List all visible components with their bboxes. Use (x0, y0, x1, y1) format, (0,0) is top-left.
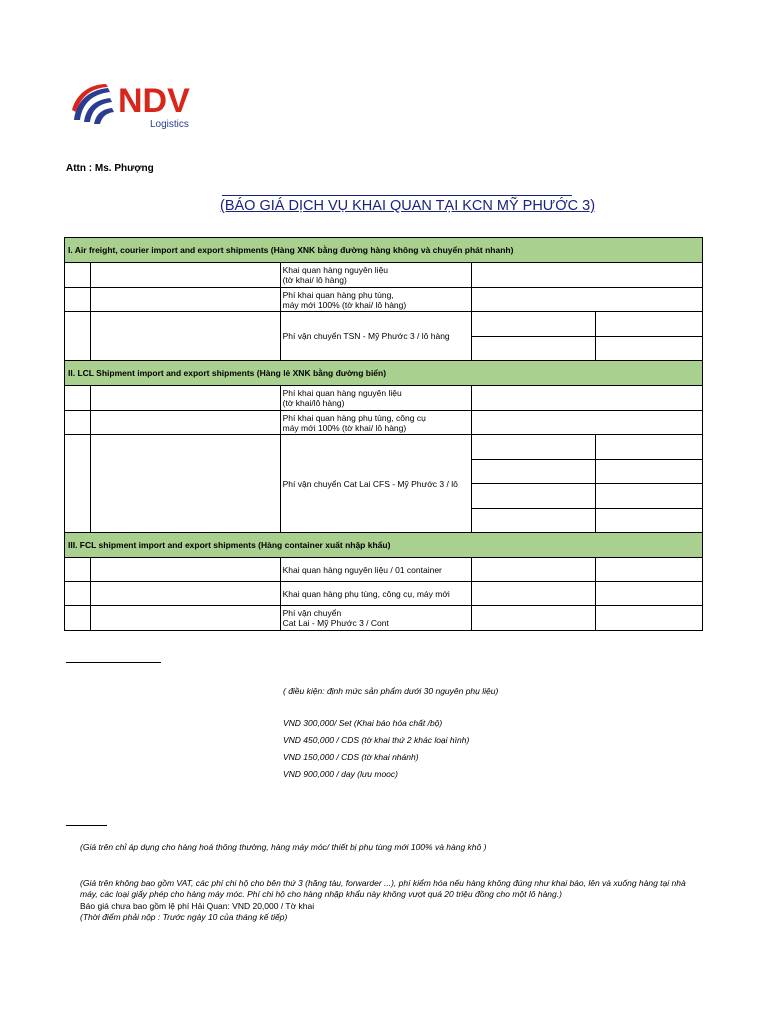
price-cell (472, 582, 596, 606)
table-row (65, 386, 703, 411)
fee-line: VND 300,000/ Set (Khai báo hóa chất /bộ) (283, 718, 443, 728)
price-cell (596, 509, 703, 533)
section-title: III. FCL shipment import and export shipments (Hàng container xuất nhập khẩu) (65, 533, 703, 558)
price-cell (596, 606, 703, 631)
table-row (65, 411, 703, 435)
document-title: (BÁO GIÁ DỊCH VỤ KHAI QUAN TẠI KCN MỸ PHƯỚC 3) (220, 198, 596, 214)
title-overline (222, 195, 572, 196)
service-description: Phí vận chuyển Cat Lai CFS - Mỹ Phước 3 / lô (280, 435, 472, 533)
note-exclusions-2: máy, các loại giấy phép cho hàng máy móc. Phí chi hộ cho hàng nhập khẩu này không vượt quá 20 triệu đồng cho một lô hàng.) (80, 889, 562, 899)
note-payment-time: (Thời điểm phải nộp : Trước ngày 10 của tháng kế tiếp) (80, 912, 288, 922)
table-row (65, 582, 703, 606)
price-cell (596, 435, 703, 460)
price-cell (472, 509, 596, 533)
price-cell (596, 582, 703, 606)
price-cell (472, 263, 703, 288)
divider (66, 825, 107, 826)
section-title: I. Air freight, courier import and export shipments (Hàng XNK bằng đường hàng không và chuyển phát nhanh) (65, 238, 703, 263)
price-cell (472, 288, 703, 312)
service-description: Phí vận chuyển Cat Lai - Mỹ Phước 3 / Cont (280, 606, 472, 631)
quote-table (64, 237, 703, 631)
price-cell (472, 312, 596, 337)
fee-line: VND 450,000 / CDS (tờ khai thứ 2 khác loại hình) (283, 735, 470, 745)
section-header-fcl (65, 533, 703, 558)
service-description: Khai quan hàng nguyên liệu / 01 container (280, 558, 472, 582)
service-description: Phí khai quan hàng nguyên liệu (tờ khai/lô hàng) (280, 386, 472, 411)
price-cell (596, 312, 703, 337)
section-title: II. LCL Shipment import and export shipments (Hàng lẻ XNK bằng đường biển) (65, 361, 703, 386)
section-header-lcl (65, 361, 703, 386)
price-cell (596, 460, 703, 484)
fee-line: VND 150,000 / CDS (tờ khai nhánh) (283, 752, 419, 762)
price-cell (472, 460, 596, 484)
note-exclusions-1: (Giá trên không bao gồm VAT, các phí chi hộ cho bên thứ 3 (hãng tàu, forwarder ...), phí kiểm hóa nếu hàng không đúng như khai báo, lên và xuống hàng tại nhà (80, 878, 686, 888)
price-cell (596, 484, 703, 509)
price-cell (472, 484, 596, 509)
price-cell (596, 337, 703, 361)
service-description: Khai quan hàng nguyên liệu (tờ khai/ lô hàng) (280, 263, 472, 288)
divider (66, 662, 161, 663)
price-cell (472, 386, 703, 411)
service-description: Khai quan hàng phụ tùng, công cụ, máy mới (280, 582, 472, 606)
table-row (65, 288, 703, 312)
logo-swoosh-icon (70, 80, 116, 128)
table-row (65, 606, 703, 631)
attention-line: Attn : Ms. Phượng (66, 163, 154, 174)
table-row (65, 435, 703, 460)
price-cell (596, 558, 703, 582)
service-description: Phí khai quan hàng phụ tùng, công cụ máy mới 100% (tờ khai/ lô hàng) (280, 411, 472, 435)
service-description: Phí vận chuyển TSN - Mỹ Phước 3 / lô hàng (280, 312, 472, 361)
company-logo (70, 80, 200, 132)
note-general: (Giá trên chỉ áp dụng cho hàng hoá thông thường, hàng máy móc/ thiết bị phụ tùng mới 100% và hàng khô ) (80, 842, 487, 852)
price-cell (472, 411, 703, 435)
price-cell (472, 435, 596, 460)
section-header-air (65, 238, 703, 263)
logo-subtitle: Logistics (150, 119, 189, 130)
price-cell (472, 558, 596, 582)
fee-line: VND 900,000 / day (lưu mooc) (283, 769, 398, 779)
price-cell (472, 606, 596, 631)
condition-note: ( điều kiện: định mức sản phẩm dưới 30 nguyên phụ liệu) (283, 686, 499, 696)
service-description: Phí khai quan hàng phụ tùng, máy mới 100% (tờ khai/ lô hàng) (280, 288, 472, 312)
table-row (65, 312, 703, 337)
table-row (65, 558, 703, 582)
price-cell (472, 337, 596, 361)
logo-brand: NDV (118, 82, 190, 120)
note-customs-fee: Báo giá chưa bao gồm lệ phí Hải Quan: VND 20,000 / Tờ khai (80, 901, 315, 911)
table-row (65, 263, 703, 288)
